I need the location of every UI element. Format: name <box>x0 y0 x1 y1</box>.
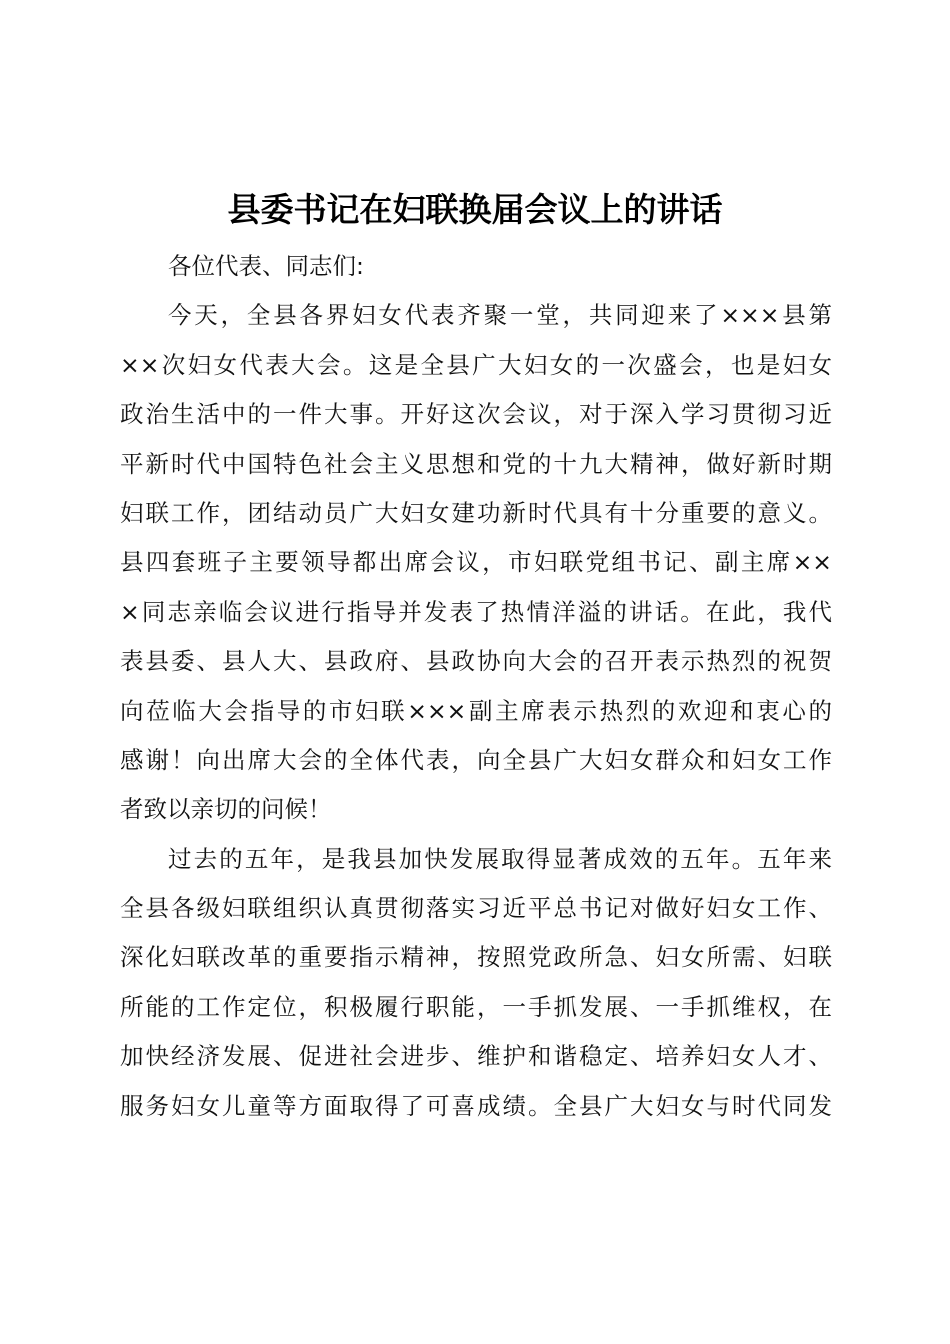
paragraph-1-line: 表县委、县人大、县政府、县政协向大会的召开表示热烈的祝贺 <box>120 647 832 676</box>
paragraph-2-line: 所能的工作定位，积极履行职能，一手抓发展、一手抓维权，在 <box>120 992 832 1021</box>
paragraph-1-line: 感谢！向出席大会的全体代表，向全县广大妇女群众和妇女工作 <box>120 745 832 774</box>
paragraph-2-line: 过去的五年，是我县加快发展取得显著成效的五年。五年来 <box>168 844 832 873</box>
paragraph-1-line: 者致以亲切的问候！ <box>120 795 332 824</box>
paragraph-1-line: 向莅临大会指导的市妇联×××副主席表示热烈的欢迎和衷心的 <box>120 696 832 725</box>
paragraph-2-line: 加快经济发展、促进社会进步、维护和谐稳定、培养妇女人才、 <box>120 1042 832 1071</box>
document-title: 县委书记在妇联换届会议上的讲话 <box>227 190 723 229</box>
salutation: 各位代表、同志们: <box>168 252 364 280</box>
paragraph-1-line: 政治生活中的一件大事。开好这次会议，对于深入学习贯彻习近 <box>120 400 832 429</box>
paragraph-1-line: 妇联工作，团结动员广大妇女建功新时代具有十分重要的意义。 <box>120 498 832 527</box>
paragraph-1-line: 平新时代中国特色社会主义思想和党的十九大精神，做好新时期 <box>120 449 832 478</box>
paragraph-2-line: 服务妇女儿童等方面取得了可喜成绩。全县广大妇女与时代同发 <box>120 1091 832 1120</box>
paragraph-2-line: 全县各级妇联组织认真贯彻落实习近平总书记对做好妇女工作、 <box>120 894 832 923</box>
paragraph-1-line: 县四套班子主要领导都出席会议，市妇联党组书记、副主席×× <box>120 548 832 577</box>
paragraph-2-line: 深化妇联改革的重要指示精神，按照党政所急、妇女所需、妇联 <box>120 943 832 972</box>
document-body <box>120 242 832 1131</box>
paragraph-1-line: 今天，全县各界妇女代表齐聚一堂，共同迎来了×××县第 <box>168 301 832 330</box>
paragraph-1-line: ×同志亲临会议进行指导并发表了热情洋溢的讲话。在此，我代 <box>120 597 832 626</box>
paragraph-1-line: ××次妇女代表大会。这是全县广大妇女的一次盛会，也是妇女 <box>120 350 832 379</box>
